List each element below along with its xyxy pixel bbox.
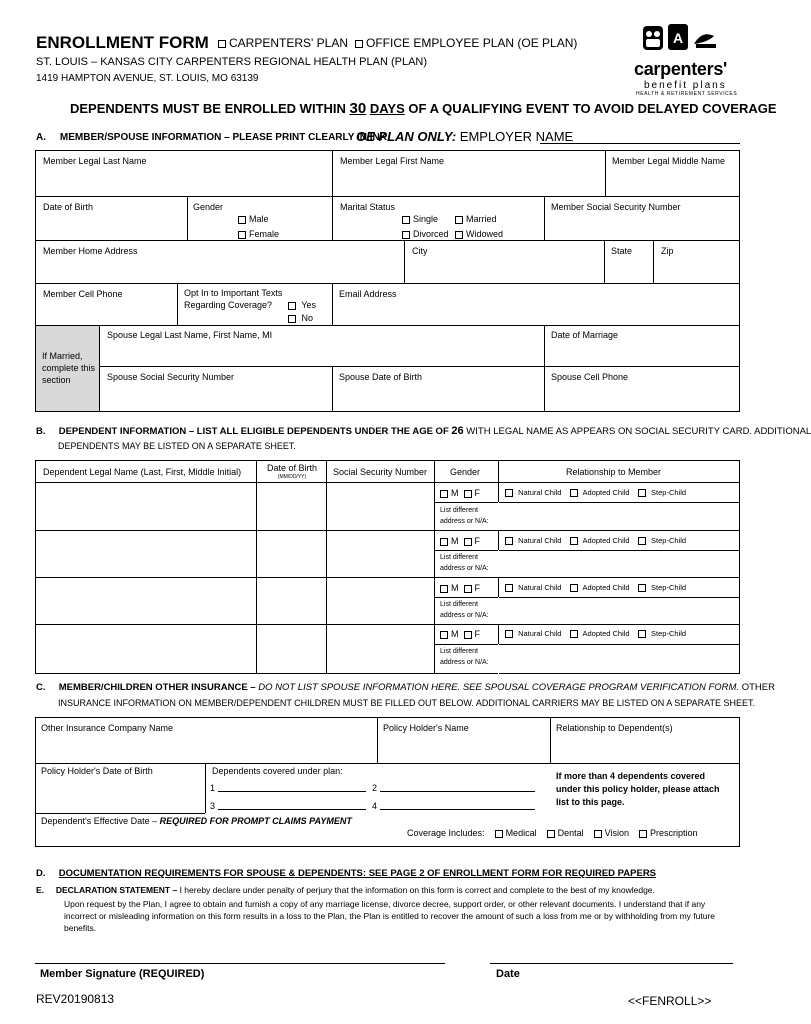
step-checkbox[interactable] [638, 584, 646, 592]
dep-gender-header: Gender [450, 467, 481, 477]
coverage-includes: Coverage Includes: Medical Dental Vision Prescription [407, 828, 698, 838]
carpenters-logo [634, 24, 740, 97]
form-code: <<FENROLL>> [628, 994, 712, 1008]
spouse-dob-label: Spouse Date of Birth [339, 372, 423, 382]
logo-name: carpenters' [634, 59, 728, 79]
dep2-relationship[interactable]: Natural Child Adopted Child Step-Child [505, 536, 686, 545]
section-c-header: C. MEMBER/CHILDREN OTHER INSURANCE – DO NOT LIST SPOUSE INFORMATION HERE. SEE SPOUSAL COVERAGE PROGRAM VERIFICATION FORM. OTHER [36, 682, 775, 693]
relationship-to-dep-label: Relationship to Dependent(s) [556, 723, 673, 733]
section-c-header-2: INSURANCE INFORMATION ON MEMBER/DEPENDENT CHILDREN MUST BE FILLED OUT BELOW. ADDITIONAL CARRIERS MAY BE LISTED ON A SEPARATE SHEET. [58, 698, 755, 708]
section-e-text-2: Upon request by the Plan, I agree to obtain and furnish a copy of any marriage license, divorce decree, support order, or other relevant documents. I understand that if any incorrect or misleading information on this form results in a loss to the Plan, the Plan is entitled to recover the amount of such a loss from me or by withholding from my future benefits. [64, 899, 716, 933]
marital-divorced[interactable]: Divorced [402, 229, 449, 239]
dep-covered-1-line[interactable] [218, 791, 366, 792]
dep2-gender[interactable]: M F [440, 536, 480, 546]
marital-widowed[interactable]: Widowed [455, 229, 503, 239]
email-label: Email Address [339, 289, 397, 299]
policy-holder-name-label: Policy Holder's Name [383, 723, 469, 733]
plan-option-oe[interactable]: OFFICE EMPLOYEE PLAN (OE PLAN) [355, 36, 577, 50]
oe-plan-checkbox[interactable] [355, 40, 363, 48]
single-checkbox[interactable] [402, 216, 410, 224]
notice-days: 30 [349, 100, 367, 117]
dep4-gender[interactable]: M F [440, 629, 480, 639]
dep2-list-diff: List different [440, 554, 479, 561]
spouse-name-label: Spouse Legal Last Name, First Name, MI [107, 330, 273, 340]
natural-checkbox[interactable] [505, 630, 513, 638]
marital-status-label: Marital Status [340, 202, 396, 212]
more-than-four-note: If more than 4 dependents covered under this policy holder, please attach list to this page. [556, 771, 720, 807]
dep-covered-3-line[interactable] [218, 809, 366, 810]
dep4-addr-na: address or N/A: [440, 659, 489, 666]
dep1-gender[interactable]: M F [440, 488, 480, 498]
logo-icon [640, 24, 740, 58]
dep-covered-2-line[interactable] [380, 791, 535, 792]
dep-covered-2: 2 [372, 783, 378, 793]
policy-holder-dob-label: Policy Holder's Date of Birth [41, 766, 153, 776]
insurance-company-label: Other Insurance Company Name [41, 723, 174, 733]
yes-checkbox[interactable] [288, 302, 296, 310]
svg-text:A: A [673, 30, 684, 46]
if-married-label: If Married, complete this section [42, 351, 96, 385]
widowed-checkbox[interactable] [455, 231, 463, 239]
adopted-checkbox[interactable] [570, 630, 578, 638]
opt-in-label-2: Regarding Coverage? [184, 300, 273, 310]
employer-name-line[interactable] [540, 143, 740, 144]
m-checkbox[interactable] [440, 631, 448, 639]
dental-checkbox[interactable] [547, 830, 555, 838]
dep-covered-4-line[interactable] [380, 809, 535, 810]
dep4-list-diff: List different [440, 648, 479, 655]
plan-option-carpenters[interactable]: CARPENTERS' PLAN [218, 36, 348, 50]
adopted-checkbox[interactable] [570, 489, 578, 497]
f-checkbox[interactable] [464, 490, 472, 498]
zip-label: Zip [661, 246, 674, 256]
medical-checkbox[interactable] [495, 830, 503, 838]
adopted-checkbox[interactable] [570, 537, 578, 545]
home-address-label: Member Home Address [43, 246, 138, 256]
dep-dob-header: Date of Birth [266, 463, 318, 473]
section-b-header-2: DEPENDENTS MAY BE LISTED ON A SEPARATE SHEET. [58, 441, 296, 451]
dep3-list-diff: List different [440, 601, 479, 608]
logo-sub: benefit plans [644, 80, 727, 91]
dep-covered-3: 3 [210, 801, 216, 811]
dep3-addr-na: address or N/A: [440, 612, 489, 619]
female-checkbox[interactable] [238, 231, 246, 239]
dep1-relationship[interactable]: Natural Child Adopted Child Step-Child [505, 488, 686, 497]
enrollment-notice: DEPENDENTS MUST BE ENROLLED WITHIN 30 DAYS OF A QUALIFYING EVENT TO AVOID DELAYED COVERAGE [70, 100, 777, 117]
signature-line[interactable] [35, 963, 445, 964]
member-last-name-label: Member Legal Last Name [43, 156, 147, 166]
vision-checkbox[interactable] [594, 830, 602, 838]
dep-dob-format: (MM/DD/YY) [277, 474, 307, 480]
date-label: Date [496, 968, 520, 980]
step-checkbox[interactable] [638, 489, 646, 497]
married-checkbox[interactable] [455, 216, 463, 224]
effective-date-label: Dependent's Effective Date – REQUIRED FOR PROMPT CLAIMS PAYMENT [41, 816, 352, 826]
marital-married[interactable]: Married [455, 214, 497, 224]
spouse-ssn-label: Spouse Social Security Number [107, 372, 235, 382]
member-middle-name-label: Member Legal Middle Name [612, 156, 726, 166]
dep1-list-diff: List different [440, 507, 479, 514]
dep4-relationship[interactable]: Natural Child Adopted Child Step-Child [505, 629, 686, 638]
opt-in-yes[interactable]: Yes [288, 300, 316, 310]
f-checkbox[interactable] [464, 585, 472, 593]
section-b-header: B. DEPENDENT INFORMATION – LIST ALL ELIGIBLE DEPENDENTS UNDER THE AGE OF 26 WITH LEGAL NAME AS APPEARS ON SOCIAL SECURITY CARD. ADDITIONAL [36, 425, 811, 437]
spouse-cell-label: Spouse Cell Phone [551, 372, 629, 382]
male-checkbox[interactable] [238, 216, 246, 224]
state-label: State [611, 246, 633, 256]
marriage-date-label: Date of Marriage [551, 330, 619, 340]
step-checkbox[interactable] [638, 537, 646, 545]
section-e: E. DECLARATION STATEMENT – I hereby declare under penalty of perjury that the information on this form is correct and complete to the best of my knowledge. [36, 885, 655, 895]
adopted-checkbox[interactable] [570, 584, 578, 592]
section-a-header: A. MEMBER/SPOUSE INFORMATION – PLEASE PRINT CLEARLY IN INK [36, 132, 387, 143]
logo-tagline: HEALTH & RETIREMENT SERVICES [636, 91, 738, 97]
natural-checkbox[interactable] [505, 537, 513, 545]
city-label: City [412, 246, 428, 256]
org-address: 1419 HAMPTON AVENUE, ST. LOUIS, MO 63139 [36, 73, 259, 84]
m-checkbox[interactable] [440, 538, 448, 546]
natural-checkbox[interactable] [505, 584, 513, 592]
member-ssn-label: Member Social Security Number [551, 202, 681, 212]
m-checkbox[interactable] [440, 585, 448, 593]
dep-covered-1: 1 [210, 783, 216, 793]
dep-name-header: Dependent Legal Name (Last, First, Middle Initial) [43, 467, 242, 477]
deps-covered-label: Dependents covered under plan: [212, 766, 343, 776]
no-checkbox[interactable] [288, 315, 296, 323]
cell-phone-label: Member Cell Phone [43, 289, 123, 299]
dep2-addr-na: address or N/A: [440, 565, 489, 572]
revision-code: REV20190813 [36, 992, 115, 1006]
dep-covered-4: 4 [372, 801, 378, 811]
prescription-checkbox[interactable] [639, 830, 647, 838]
org-line: ST. LOUIS – KANSAS CITY CARPENTERS REGIONAL HEALTH PLAN (PLAN) [36, 56, 428, 68]
dep-ssn-header: Social Security Number [333, 467, 428, 477]
carpenters-plan-checkbox[interactable] [218, 40, 226, 48]
divorced-checkbox[interactable] [402, 231, 410, 239]
employer-name-label: OE PLAN ONLY: EMPLOYER NAME [356, 129, 574, 144]
m-checkbox[interactable] [440, 490, 448, 498]
dep1-addr-na: address or N/A: [440, 518, 489, 525]
member-dob-label: Date of Birth [43, 202, 94, 212]
signature-label: Member Signature (REQUIRED) [40, 968, 205, 980]
opt-in-no[interactable]: No [288, 313, 313, 323]
dep3-gender[interactable]: M F [440, 583, 480, 593]
f-checkbox[interactable] [464, 538, 472, 546]
marital-single[interactable]: Single [402, 214, 438, 224]
dep-relationship-header: Relationship to Member [566, 467, 662, 477]
dep3-relationship[interactable]: Natural Child Adopted Child Step-Child [505, 583, 686, 592]
date-line[interactable] [490, 963, 733, 964]
step-checkbox[interactable] [638, 630, 646, 638]
gender-male[interactable]: Male [238, 214, 269, 224]
opt-in-label: Opt In to Important Texts [184, 288, 283, 298]
natural-checkbox[interactable] [505, 489, 513, 497]
gender-label: Gender [193, 202, 224, 212]
member-first-name-label: Member Legal First Name [340, 156, 445, 166]
f-checkbox[interactable] [464, 631, 472, 639]
form-title: ENROLLMENT FORM [36, 33, 209, 52]
section-d: D. DOCUMENTATION REQUIREMENTS FOR SPOUSE & DEPENDENTS: SEE PAGE 2 OF ENROLLMENT FORM FOR REQUIRED PAPERS [36, 868, 657, 879]
gender-female[interactable]: Female [238, 229, 279, 239]
